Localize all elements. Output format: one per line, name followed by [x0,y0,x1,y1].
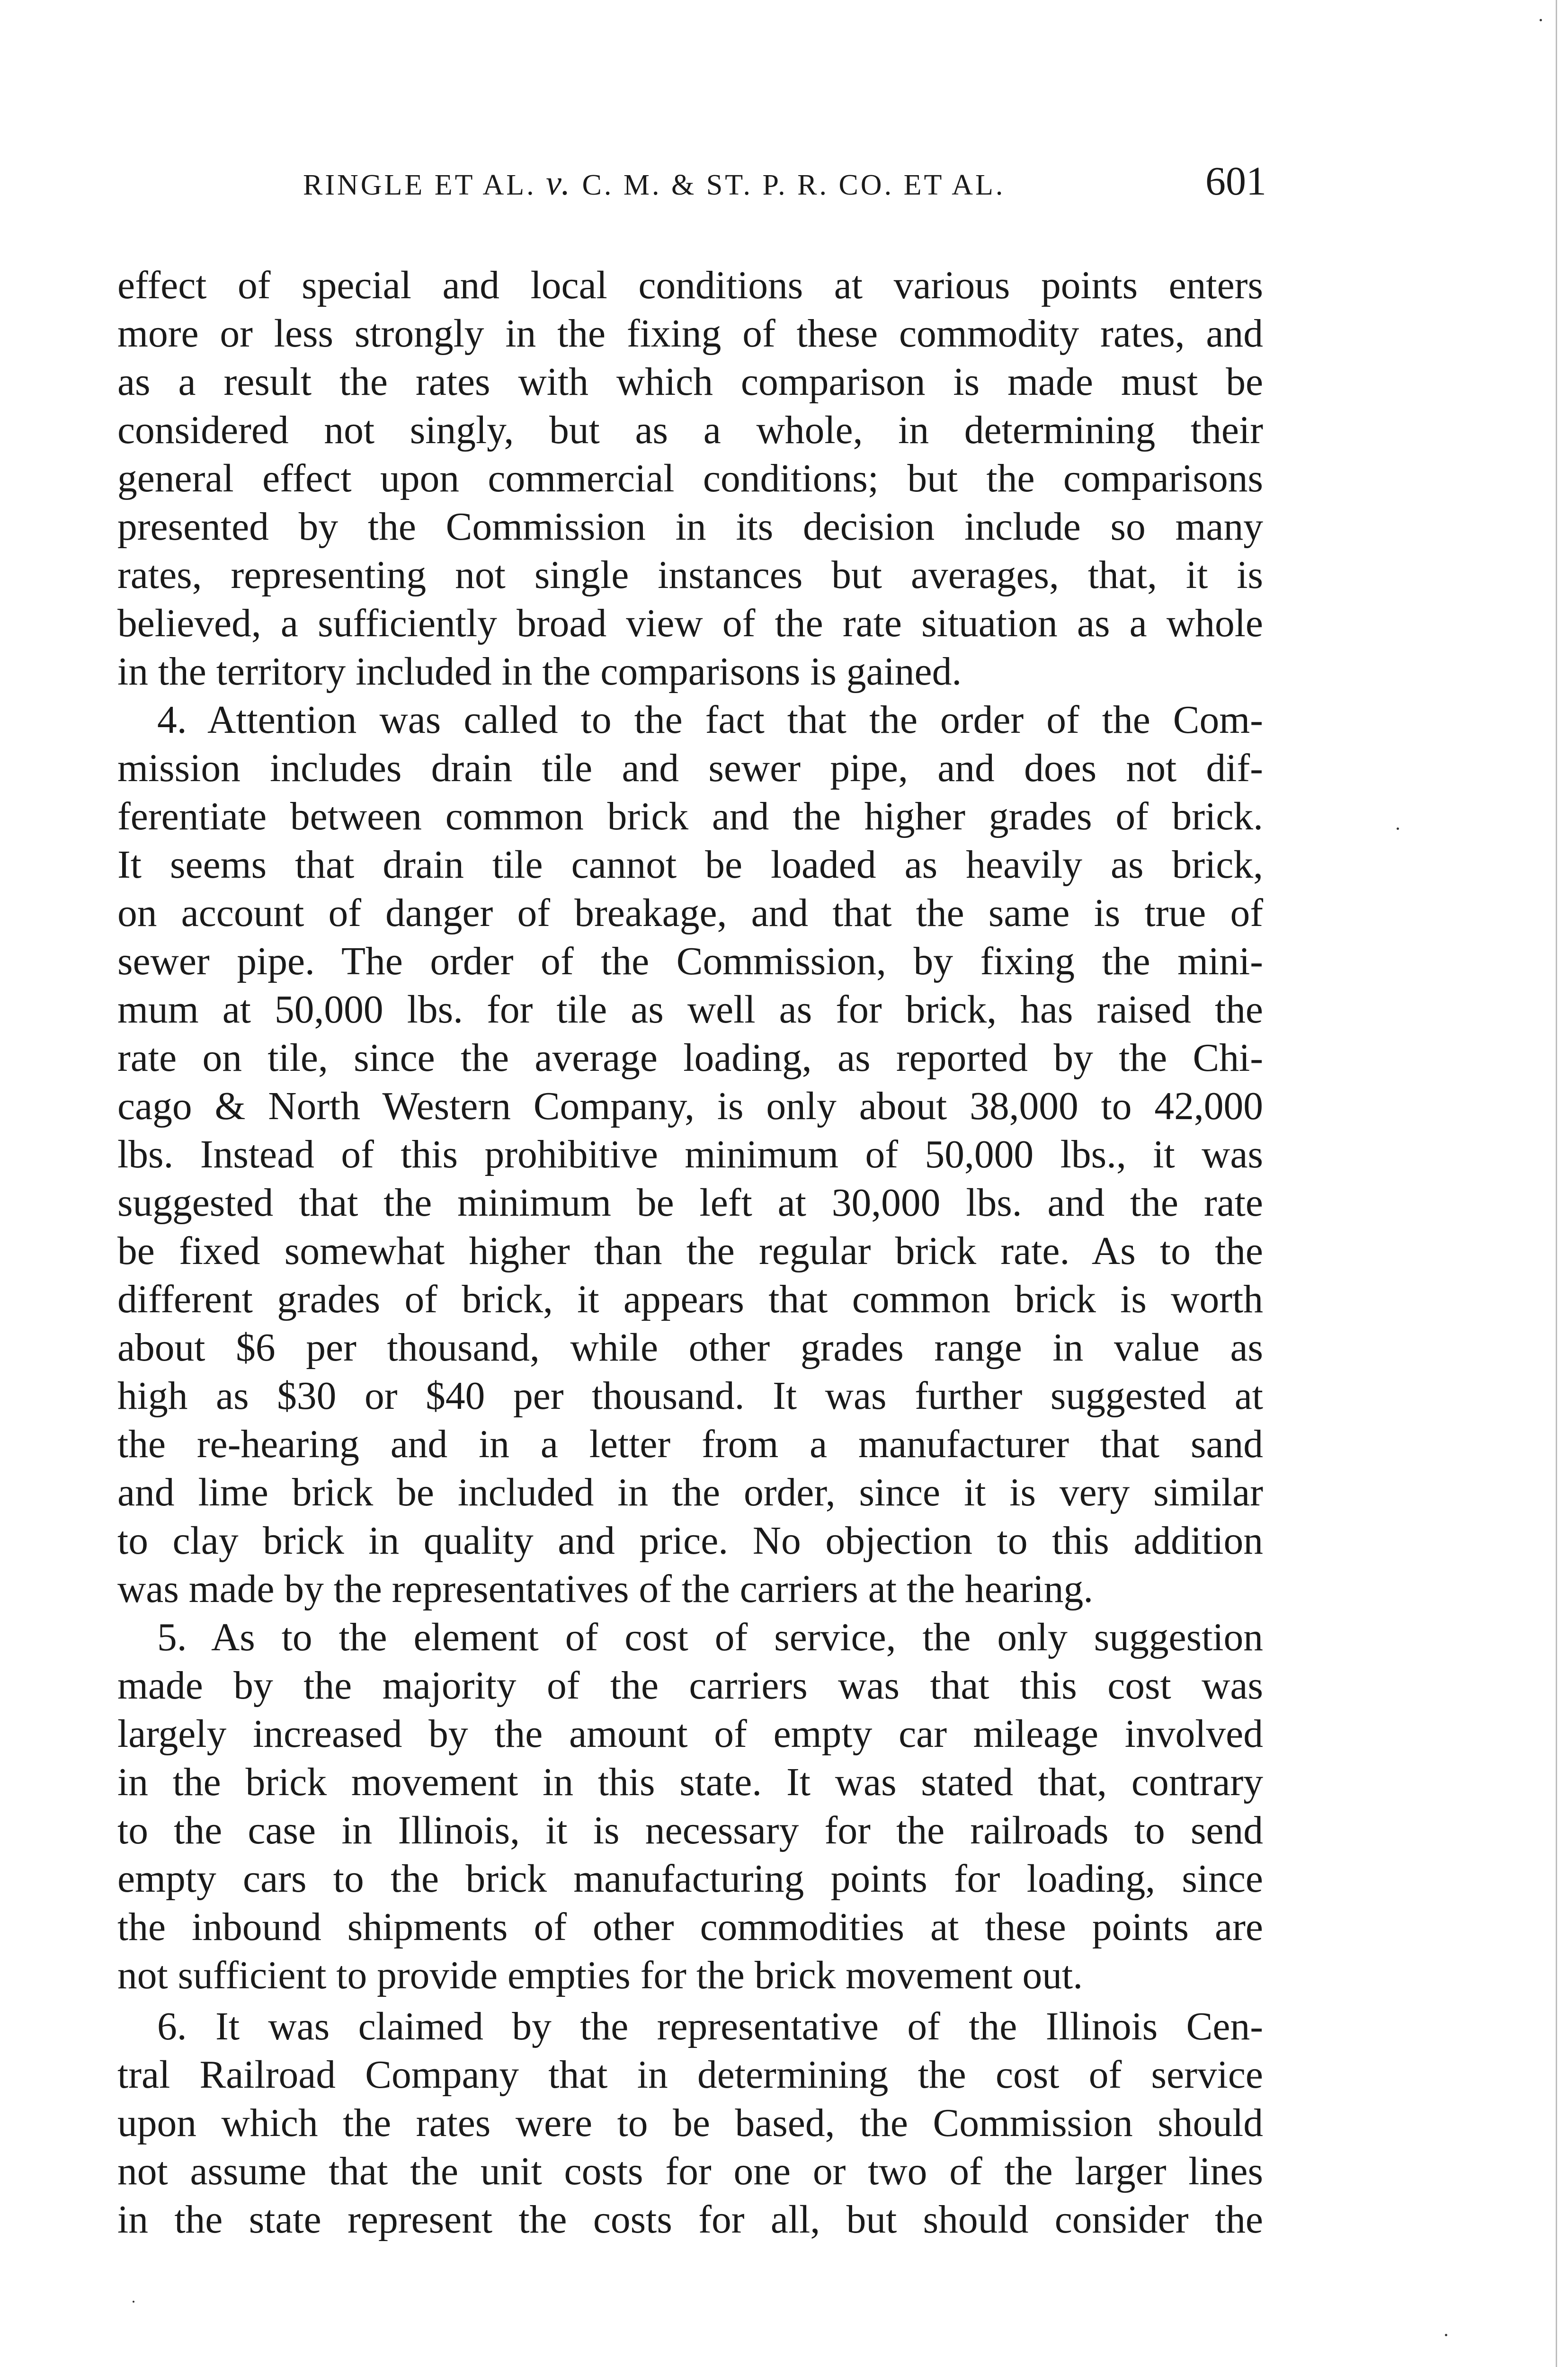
text-line: upon which the rates were to be based, the Commission should [117,2101,1263,2145]
text-line: 4. Attention was called to the fact that the order of the Com- [157,698,1263,742]
running-head [303,163,1264,204]
text-line: considered not singly, but as a whole, in determining their [117,409,1263,452]
text-line: rates, representing not single instances but averages, that, it is [117,553,1263,597]
text-line: on account of danger of breakage, and that the same is true of [117,891,1263,935]
text-line: not sufficient to provide empties for the brick movement out. [117,1954,1083,1997]
text-line: the re-hearing and in a letter from a manufacturer that sand [117,1423,1263,1466]
text-line: to clay brick in quality and price. No objection to this addition [117,1519,1263,1563]
text-line: It seems that drain tile cannot be loaded as heavily as brick, [117,843,1263,887]
text-line: presented by the Commission in its decision include so many [117,505,1263,549]
text-line: mum at 50,000 lbs. for tile as well as for brick, has raised the [117,988,1263,1032]
text-line: 6. It was claimed by the representative of the Illinois Cen- [157,2005,1263,2048]
running-head-versus: v. [546,164,573,203]
text-line: effect of special and local conditions at various points enters [117,264,1263,307]
text-line: was made by the representatives of the carriers at the hearing. [117,1567,1094,1611]
scan-speck [1540,19,1542,21]
text-line: sewer pipe. The order of the Commission, by fixing the mini- [117,940,1263,983]
text-line: lbs. Instead of this prohibitive minimum of 50,000 lbs., it was [117,1133,1263,1176]
text-line: not assume that the unit costs for one or two of the larger lines [117,2150,1263,2193]
text-line: about $6 per thousand, while other grades range in value as [117,1326,1263,1370]
page-number: 601 [1205,158,1266,204]
text-line: rate on tile, since the average loading, as reported by the Chi- [117,1036,1263,1080]
text-line: mission includes drain tile and sewer pipe, and does not dif- [117,747,1263,790]
text-line: be fixed somewhat higher than the regular brick rate. As to the [117,1229,1263,1273]
text-line: in the state represent the costs for all, but should consider the [117,2198,1263,2242]
text-line: made by the majority of the carriers was that this cost was [117,1664,1263,1708]
text-line: largely increased by the amount of empty car mileage involved [117,1712,1263,1756]
running-head-post: C. M. & ST. P. R. CO. ET AL. [572,169,1006,201]
text-line: to the case in Illinois, it is necessary for the railroads to send [117,1809,1263,1852]
text-line: general effect upon commercial conditions; but the comparisons [117,457,1263,500]
text-line: high as $30 or $40 per thousand. It was further suggested at [117,1374,1263,1418]
text-line: as a result the rates with which comparison is made must be [117,360,1263,404]
text-line: and lime brick be included in the order, since it is very similar [117,1471,1263,1514]
text-line: believed, a sufficiently broad view of the rate situation as a whole [117,602,1263,645]
text-line: cago & North Western Company, is only about 38,000 to 42,000 [117,1085,1263,1128]
scan-speck [133,2301,134,2303]
body-text [117,261,1263,2244]
text-line: tral Railroad Company that in determining the cost of service [117,2053,1263,2097]
scan-speck [1397,828,1399,830]
text-line: suggested that the minimum be left at 30,000 lbs. and the rate [117,1181,1263,1225]
text-line: empty cars to the brick manufacturing points for loading, since [117,1857,1263,1901]
text-line: more or less strongly in the fixing of these commodity rates, and [117,312,1263,356]
text-line: in the territory included in the comparisons is gained. [117,650,962,694]
running-head-pre: RINGLE ET AL. [303,169,546,201]
page-edge-shadow [1556,0,1557,2367]
text-line: ferentiate between common brick and the higher grades of brick. [117,795,1263,838]
text-line: the inbound shipments of other commodities at these points are [117,1905,1263,1949]
scan-speck [1445,2334,1447,2336]
text-line: different grades of brick, it appears that common brick is worth [117,1278,1263,1321]
text-line: in the brick movement in this state. It was stated that, contrary [117,1761,1263,1804]
text-line: 5. As to the element of cost of service, the only suggestion [157,1616,1263,1659]
